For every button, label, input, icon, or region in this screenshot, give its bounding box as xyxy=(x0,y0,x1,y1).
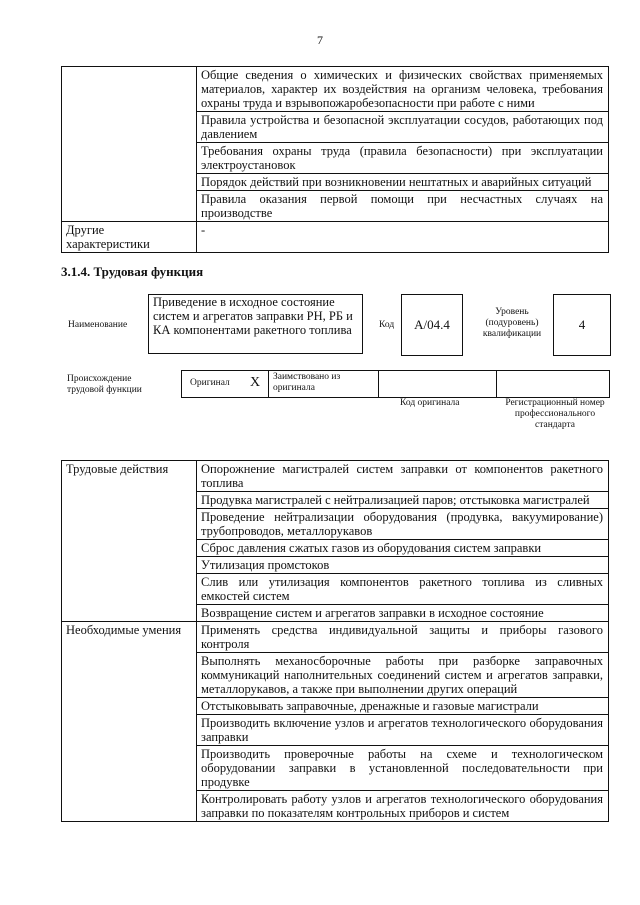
function-code-box: A/04.4 xyxy=(401,294,463,356)
table-cell-text: Правила устройства и безопасной эксплуатации сосудов, работающих под давлением xyxy=(197,112,609,143)
borrowed-label: Заимствовано из оригинала xyxy=(273,372,341,393)
original-cell xyxy=(182,371,269,397)
table-row xyxy=(62,67,609,112)
name-label: Наименование xyxy=(68,320,128,330)
original-label: Оригинал xyxy=(190,378,230,388)
qualification-level-label: Уровень (подуровень) квалификации xyxy=(482,307,542,339)
table-cell-text: Опорожнение магистралей систем заправки от компонентов ракетного топлива xyxy=(197,461,609,492)
table-cell-label xyxy=(62,67,197,222)
table-row xyxy=(62,222,609,253)
table-cell-text: Контролировать работу узлов и агрегатов технологического оборудования заправки по показателям контрольных приборов и систем xyxy=(197,791,609,822)
origin-row xyxy=(181,370,610,398)
reg-number-caption: Регистрационный номер профессионального стандарта xyxy=(505,398,605,430)
table-cell-text: Правила оказания первой помощи при несчастных случаях на производстве xyxy=(197,191,609,222)
table-cell-text: Производить проверочные работы на схеме и технологическом оборудовании заправки в установленной последовательности при продувке xyxy=(197,746,609,791)
table-row xyxy=(62,461,609,492)
borrowed-cell xyxy=(269,371,379,397)
table-cell-text: Применять средства индивидуальной защиты и приборы газового контроля xyxy=(197,622,609,653)
table-cell-text: Общие сведения о химических и физических свойствах применяемых материалов, характер их воздействия на организм человека, требования охраны труда и взрывопожаробезопасности при работе с ними xyxy=(197,67,609,112)
code-label: Код xyxy=(379,320,395,330)
group-label-required-skills: Необходимые умения xyxy=(62,622,197,822)
table-cell-text: Проведение нейтрализации оборудования (продувка, вакуумирование) трубопроводов, металлорукавов xyxy=(197,509,609,540)
table-cell-text: Продувка магистралей с нейтрализацией паров; отстыковка магистралей xyxy=(197,492,609,509)
table-cell-text: Производить включение узлов и агрегатов технологического оборудования заправки xyxy=(197,715,609,746)
page-number: 7 xyxy=(317,33,323,47)
qualification-level-box: 4 xyxy=(553,294,611,356)
table-cell-text: Возвращение систем и агрегатов заправки в исходное состояние xyxy=(197,605,609,622)
function-name-box: Приведение в исходное состояние систем и агрегатов заправки РН, РБ и КА компонентами ракетного топлива xyxy=(148,294,363,354)
table-cell-text: Слив или утилизация компонентов ракетного топлива из сливных емкостей систем xyxy=(197,574,609,605)
code-original-cell xyxy=(379,371,497,397)
group-label-labor-actions: Трудовые действия xyxy=(62,461,197,622)
knowledge-table xyxy=(61,66,609,253)
table-cell-label: Другие характеристики xyxy=(62,222,197,253)
table-cell-text: - xyxy=(197,222,609,253)
table-cell-text: Отстыковывать заправочные, дренажные и газовые магистрали xyxy=(197,698,609,715)
reg-number-cell xyxy=(497,371,608,397)
original-mark: X xyxy=(250,375,261,390)
table-row xyxy=(62,622,609,653)
origin-label: Происхождение трудовой функции xyxy=(67,374,142,395)
table-cell-text: Порядок действий при возникновении нештатных и аварийных ситуаций xyxy=(197,174,609,191)
section-title: 3.1.4. Трудовая функция xyxy=(61,264,204,279)
table-cell-text: Сброс давления сжатых газов из оборудования систем заправки xyxy=(197,540,609,557)
table-cell-text: Требования охраны труда (правила безопасности) при эксплуатации электроустановок xyxy=(197,143,609,174)
table-cell-text: Утилизация промстоков xyxy=(197,557,609,574)
table-cell-text: Выполнять механосборочные работы при разборке заправочных коммуникаций наполнительных соединений систем и агрегатов заправки, металлорукавов, а также при выполнении других операций xyxy=(197,653,609,698)
code-original-caption: Код оригинала xyxy=(400,398,460,408)
labor-function-table xyxy=(61,460,609,822)
